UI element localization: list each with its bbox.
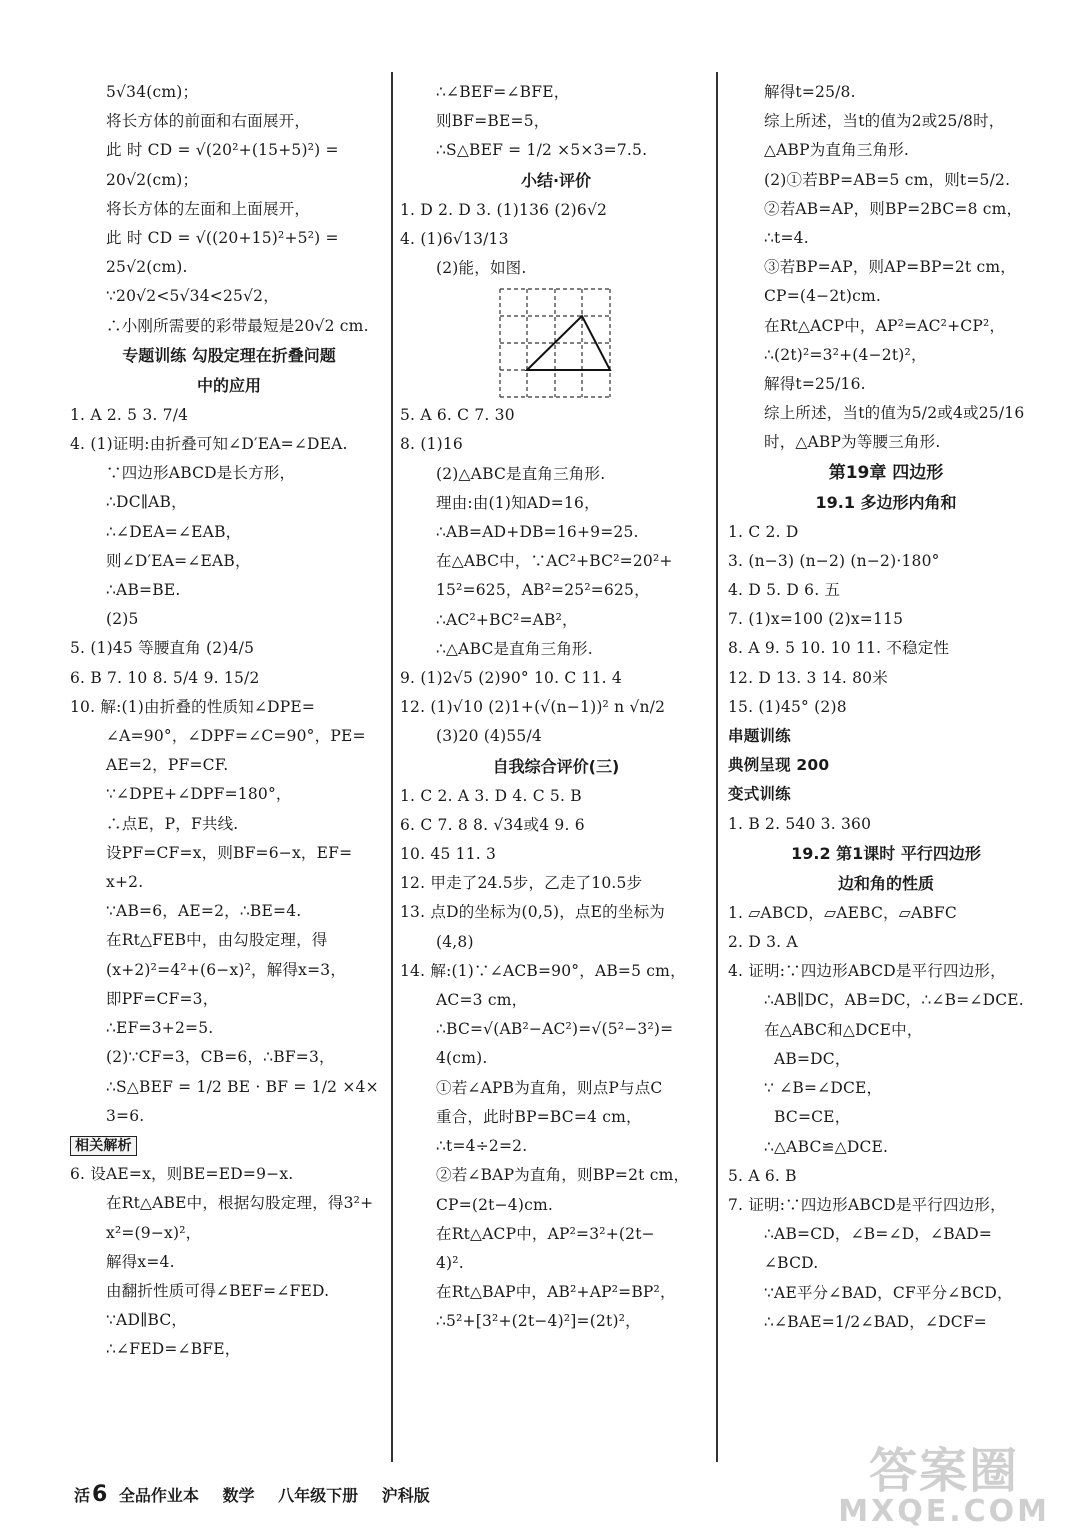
- answer-column-3: [728, 78, 1044, 1337]
- text-line: 10. 解:(1)由折叠的性质知∠DPE=: [70, 697, 316, 716]
- text-line: 3=6.: [106, 1106, 145, 1125]
- text-line: 6. 设AE=x，则BE=ED=9−x.: [70, 1165, 294, 1184]
- text-line: 4(cm).: [436, 1049, 488, 1068]
- text-line: 综上所述，当t的值为2或25/8时，: [764, 112, 1005, 131]
- text-line: ∵四边形ABCD是长方形，: [106, 464, 296, 483]
- text-line: ∵AE平分∠BAD，CF平分∠BCD，: [764, 1283, 1013, 1302]
- text-line: 13. 点D的坐标为(0,5)，点E的坐标为: [400, 903, 665, 922]
- text-line: 8. A 9. 5 10. 10 11. 不稳定性: [728, 639, 950, 658]
- text-line: 1. ▱ABCD，▱AEBC，▱ABFC: [728, 903, 957, 922]
- text-line: ②若∠BAP为直角，则BP=2t cm，: [436, 1166, 690, 1185]
- text-line: AE=2，PF=CF.: [106, 756, 229, 775]
- text-line: ∵20√2<5√34<25√2，: [106, 287, 279, 306]
- text-line: (2)∵CF=3，CB=6，∴BF=3，: [106, 1048, 335, 1067]
- text-line: 解得t=25/16.: [764, 375, 866, 394]
- text-line: ∴∠BEF=∠BFE，: [436, 83, 570, 101]
- text-line: 即PF=CF=3，: [106, 989, 219, 1008]
- section-heading: 19.1 多边形内角和: [815, 492, 957, 512]
- text-line: x²=(9−x)²，: [106, 1223, 202, 1242]
- text-line: ∴∠BAE=1/2∠BAD，∠DCF=: [764, 1312, 987, 1331]
- text-line: 2. D 3. A: [728, 933, 798, 952]
- text-line: (2)5: [106, 610, 139, 629]
- text-line: (2)能，如图.: [436, 259, 527, 278]
- text-line: 4. (1)6√13/13: [400, 229, 509, 248]
- text-line: 则BF=BE=5，: [436, 112, 550, 131]
- text-line: 理由:由(1)知AD=16，: [436, 493, 600, 512]
- text-line: 重合，此时BP=BC=4 cm，: [436, 1107, 642, 1126]
- footer-subject: 数学: [222, 1486, 255, 1505]
- text-line: ∵AB=6，AE=2，∴BE=4.: [106, 902, 302, 921]
- text-line: 将长方体的左面和上面展开，: [106, 199, 311, 218]
- text-line: ∵ ∠B=∠DCE，: [764, 1079, 883, 1098]
- section-heading: 中的应用: [196, 375, 261, 395]
- page-footer: [74, 1482, 430, 1507]
- text-line: 4. 证明:∵四边形ABCD是平行四边形，: [728, 962, 1006, 981]
- subsection-label: 典例呈现 200: [728, 756, 830, 775]
- text-line: (2)△ABC是直角三角形.: [436, 464, 606, 483]
- text-line: 时，△ABP为等腰三角形.: [764, 433, 941, 452]
- text-line: 1. A 2. 5 3. 7/4: [70, 405, 189, 424]
- text-line: x+2.: [106, 873, 144, 892]
- subsection-label: 串题训练: [728, 727, 791, 746]
- text-line: ∴AB=BE.: [106, 581, 181, 600]
- text-line: 在Rt△BAP中，AB²+AP²=BP²，: [436, 1283, 676, 1302]
- text-line: ∴∠FED=∠BFE，: [106, 1340, 241, 1359]
- text-line: 在Rt△ACP中，AP²=AC²+CP²，: [764, 316, 1006, 335]
- section-heading: 19.2 第1课时 平行四边形: [791, 843, 981, 863]
- column-divider-right: [716, 72, 718, 1462]
- grid-triangle-figure: [400, 283, 712, 401]
- text-line: 8. (1)16: [400, 435, 463, 454]
- text-line: ∴EF=3+2=5.: [106, 1019, 214, 1038]
- text-line: 4. D 5. D 6. 五: [728, 581, 841, 600]
- text-line: 由翻折性质可得∠BEF=∠FED.: [106, 1281, 330, 1300]
- text-line: 1. B 2. 540 3. 360: [728, 814, 872, 833]
- text-line: 9. (1)2√5 (2)90° 10. C 11. 4: [400, 669, 622, 688]
- text-line: ∵∠DPE+∠DPF=180°，: [106, 785, 292, 804]
- text-line: ∴点E，P，F共线.: [106, 814, 239, 833]
- text-line: 将长方体的前面和右面展开，: [106, 112, 311, 131]
- chapter-heading: 第19章 四边形: [828, 462, 944, 483]
- text-line: 4. (1)证明:由折叠可知∠D′EA=∠DEA.: [70, 435, 348, 454]
- text-line: ∴△ABC≌△DCE.: [764, 1137, 889, 1156]
- text-line: ∴△ABC是直角三角形.: [436, 639, 593, 658]
- section-heading: 边和角的性质: [837, 873, 934, 893]
- watermark-url: MXQE.COM: [838, 1494, 1050, 1529]
- text-line: 1. C 2. A 3. D 4. C 5. B: [400, 786, 582, 805]
- text-line: 15²=625，AB²=25²=625，: [436, 581, 650, 600]
- text-line: 6. B 7. 10 8. 5/4 9. 15/2: [70, 668, 260, 687]
- text-line: 此 时 CD = √((20+15)²+5²) =: [106, 229, 339, 248]
- text-line: ∴AB=AD+DB=16+9=25.: [436, 523, 639, 542]
- footer-grade: 八年级下册: [278, 1486, 359, 1505]
- text-line: 则∠D′EA=∠EAB，: [106, 551, 251, 570]
- text-line: 5. (1)45 等腰直角 (2)4/5: [70, 639, 255, 658]
- text-line: 在Rt△ABE中，根据勾股定理，得3²+: [106, 1194, 374, 1213]
- text-line: 设PF=CF=x，则BF=6−x，EF=: [106, 843, 353, 862]
- text-line: CP=(2t−4)cm.: [436, 1195, 554, 1214]
- section-heading: 专题训练 勾股定理在折叠问题: [122, 345, 336, 365]
- text-line: 12. (1)√10 (2)1+(√(n−1))² n √n/2: [400, 698, 666, 717]
- related-analysis-tag: 相关解析: [70, 1136, 137, 1156]
- section-heading: 自我综合评价(三): [492, 756, 620, 776]
- footer-prefix: 活: [74, 1486, 91, 1505]
- text-line: ∠A=90°，∠DPF=∠C=90°，PE=: [106, 727, 366, 746]
- triangle-shape: [527, 316, 610, 370]
- text-line: 解得x=4.: [106, 1252, 175, 1271]
- text-line: ∴5²+[3²+(2t−4)²]=(2t)²，: [436, 1312, 641, 1331]
- text-line: ∴小刚所需要的彩带最短是20√2 cm.: [106, 316, 369, 335]
- text-line: 此 时 CD = √(20²+(15+5)²) =: [106, 141, 339, 160]
- answer-column-1: [70, 78, 388, 1365]
- text-line: ∴DC∥AB，: [106, 493, 187, 512]
- grid-triangle-svg: [400, 283, 712, 401]
- text-line: 7. 证明:∵四边形ABCD是平行四边形，: [728, 1195, 1006, 1214]
- text-line: 1. D 2. D 3. (1)136 (2)6√2: [400, 200, 608, 219]
- text-line: AB=DC，: [774, 1049, 851, 1068]
- text-line: 25√2(cm).: [106, 258, 188, 277]
- text-line: 解得t=25/8.: [764, 83, 856, 101]
- text-line: (2)①若BP=AB=5 cm，则t=5/2.: [764, 170, 1011, 189]
- column-divider-left: [391, 72, 393, 1462]
- text-line: 6. C 7. 8 8. √34或4 9. 6: [400, 815, 585, 834]
- text-line: 14. 解:(1)∵∠ACB=90°，AB=5 cm，: [400, 961, 686, 980]
- footer-edition: 沪科版: [381, 1486, 430, 1505]
- text-line: ∴BC=√(AB²−AC²)=√(5²−3²)=: [436, 1020, 674, 1039]
- text-line: ∴(2t)²=3²+(4−2t)²，: [764, 345, 927, 364]
- watermark-logo: [838, 1443, 1050, 1529]
- text-line: (3)20 (4)55/4: [436, 727, 542, 746]
- text-line: ∴∠DEA=∠EAB，: [106, 522, 242, 541]
- text-line: (4,8): [436, 932, 474, 951]
- text-line: CP=(4−2t)cm.: [764, 287, 882, 306]
- text-line: 3. (n−3) (n−2) (n−2)·180°: [728, 551, 940, 570]
- text-line: ∴t=4÷2=2.: [436, 1137, 528, 1156]
- text-line: ∠BCD.: [764, 1254, 819, 1273]
- subsection-label: 变式训练: [728, 785, 791, 804]
- text-line: ∴AB=CD，∠B=∠D，∠BAD=: [764, 1225, 993, 1244]
- text-line: ∴AB∥DC，AB=DC，∴∠B=∠DCE.: [764, 991, 1024, 1010]
- text-line: ∴S△BEF = 1/2 ×5×3=7.5.: [436, 141, 648, 160]
- text-line: 在Rt△ACP中，AP²=3²+(2t−: [436, 1224, 655, 1243]
- text-line: ∴S△BEF = 1/2 BE · BF = 1/2 ×4×: [106, 1077, 379, 1096]
- text-line: ①若∠APB为直角，则点P与点C: [436, 1078, 663, 1097]
- watermark-text: 答案圈: [869, 1443, 1020, 1499]
- text-line: 5. A 6. C 7. 30: [400, 406, 515, 425]
- text-line: 15. (1)45° (2)8: [728, 697, 847, 716]
- text-line: BC=CE，: [774, 1108, 851, 1127]
- text-line: ∴AC²+BC²=AB²，: [436, 610, 578, 629]
- text-line: 1. C 2. D: [728, 522, 799, 541]
- text-line: 20√2(cm)；: [106, 170, 199, 189]
- text-line: AC=3 cm，: [436, 991, 528, 1010]
- text-line: 在△ABC和△DCE中，: [764, 1020, 923, 1039]
- text-line: 10. 45 11. 3: [400, 845, 497, 864]
- text-line: 在△ABC中，∵AC²+BC²=20²+: [436, 552, 673, 571]
- text-line: 5. A 6. B: [728, 1166, 797, 1185]
- text-line: ②若AB=AP，则BP=2BC=8 cm，: [764, 199, 1023, 218]
- text-line: 4)².: [436, 1253, 464, 1272]
- text-line: 5√34(cm)；: [106, 83, 199, 101]
- text-line: 7. (1)x=100 (2)x=115: [728, 610, 904, 629]
- text-line: ③若BP=AP，则AP=BP=2t cm，: [764, 258, 1016, 277]
- answer-column-2: [400, 78, 712, 1337]
- text-line: 12. D 13. 3 14. 80米: [728, 668, 888, 687]
- section-heading: 小结·评价: [520, 170, 592, 190]
- text-line: 在Rt△FEB中，由勾股定理，得: [106, 931, 328, 950]
- text-line: ∴t=4.: [764, 229, 809, 248]
- text-line: 12. 甲走了24.5步，乙走了10.5步: [400, 874, 643, 893]
- text-line: ∵AD∥BC，: [106, 1311, 188, 1330]
- footer-brand: 全品作业本: [118, 1486, 199, 1505]
- text-line: (x+2)²=4²+(6−x)²，解得x=3，: [106, 960, 347, 979]
- text-line: 综上所述，当t的值为5/2或4或25/16: [764, 404, 1025, 423]
- page-number: 6: [92, 1482, 108, 1507]
- text-line: △ABP为直角三角形.: [764, 141, 910, 160]
